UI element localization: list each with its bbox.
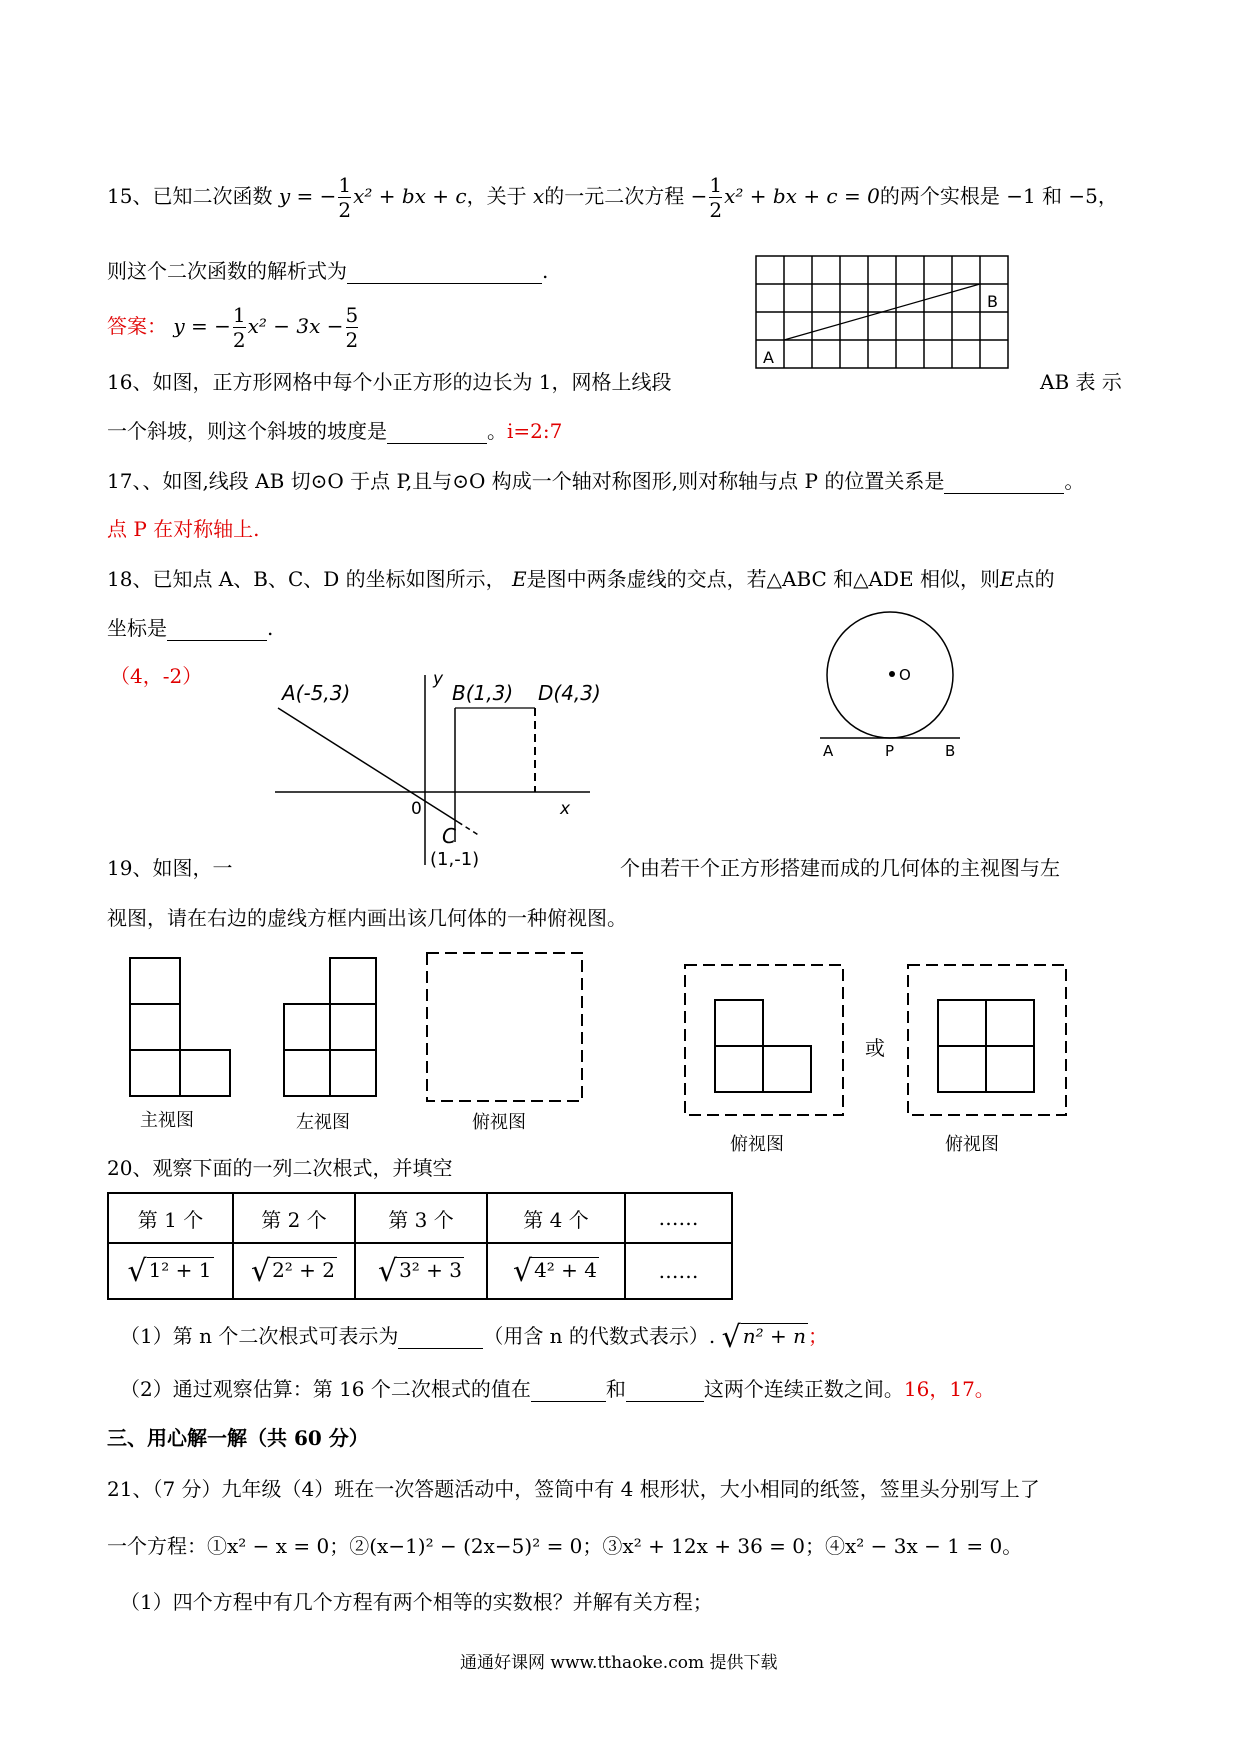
q20-part2-blank-2[interactable] — [626, 1377, 704, 1402]
q18-label-y: y — [433, 670, 444, 689]
q17-label-o: O — [899, 666, 911, 684]
q18-answer: （4，-2） — [110, 664, 203, 688]
q17-line1 — [107, 465, 1084, 494]
q20-part1 — [120, 1320, 828, 1355]
q16-grid-figure — [755, 255, 1010, 371]
q19-answer-caption-2: 俯视图 — [945, 1134, 999, 1155]
q15-answer-mid: x² − 3x − — [247, 314, 344, 338]
q15-answer-frac2-den: 2 — [345, 328, 359, 352]
q15-answer-lhs: y = − — [173, 314, 231, 338]
q18-line1-text: 18、已知点 A、B、C、D 的坐标如图所示， — [107, 567, 506, 591]
q20-intro: 20、观察下面的一列二次根式，并填空 — [107, 1156, 453, 1180]
q15-line2-text: 则这个二次函数的解析式为 — [107, 259, 347, 283]
q15-frac2-num: 1 — [709, 173, 723, 197]
q18-coordinate-figure — [270, 670, 605, 870]
q15-fraction-2 — [709, 173, 722, 222]
q20-part1-mid: （用含 n 的代数式表示）. — [483, 1324, 716, 1348]
q19-caption-left: 左视图 — [296, 1112, 350, 1133]
q16-line2-text: 一个斜坡，则这个斜坡的坡度是 — [107, 419, 387, 443]
q18-label-c-coords: (1,-1) — [430, 849, 480, 870]
q18-label-origin: 0 — [411, 799, 422, 819]
q20-radicand: 3² + 3 — [399, 1257, 463, 1282]
q18-label-d: D(4,3) — [538, 681, 601, 705]
q17-line1-end: 。 — [1064, 469, 1085, 493]
q15-poly1: x² + bx + c — [353, 184, 467, 208]
q19-line2: 视图，请在右边的虚线方框内画出该几何体的一种俯视图。 — [107, 906, 627, 930]
q15-answer-frac1-num: 1 — [232, 303, 246, 327]
q17-label-b: B — [945, 742, 956, 760]
q15-line2 — [107, 255, 548, 284]
q20-value-row — [108, 1243, 732, 1299]
q16-answer: i=2:7 — [507, 419, 563, 443]
q15-answer-frac1-den: 2 — [232, 328, 246, 352]
q19-answer-caption-1: 俯视图 — [730, 1134, 784, 1155]
q20-part2-text: （2）通过观察估算：第 16 个二次根式的值在 — [120, 1377, 531, 1401]
q18-answer-blank[interactable] — [167, 616, 267, 641]
q20-header-row — [108, 1193, 732, 1243]
q15-tail: 的两个实根是 −1 和 −5， — [879, 184, 1118, 208]
page-footer: 通通好课网 www.tthaoke.com 提供下载 — [460, 1653, 778, 1673]
q20-part2-blank-1[interactable] — [531, 1377, 606, 1402]
q15-answer-frac1 — [233, 303, 246, 352]
q18-line1 — [107, 563, 1055, 592]
q20-value-cell: …… — [625, 1243, 732, 1299]
q18-line2-text: 坐标是 — [107, 616, 167, 640]
q19-caption-top: 俯视图 — [472, 1112, 526, 1133]
q19-line1-start: 19、如图，一 — [107, 856, 233, 880]
q20-header-cell: 第 2 个 — [233, 1193, 355, 1243]
q15-answer-frac2 — [346, 303, 359, 352]
q20-header-cell: …… — [625, 1193, 732, 1243]
q21-line2: 一个方程：①x² − x = 0；②(x−1)² − (2x−5)² = 0；③x² + 12x + 36 = 0；④x² − 3x − 1 = 0。 — [107, 1534, 1023, 1558]
q15-answer — [107, 300, 360, 352]
q20-part1-text: （1）第 n 个二次根式可表示为 — [120, 1324, 399, 1348]
q15-mid: ，关于 — [466, 184, 527, 208]
q17-line1-text: 17、、如图,线段 AB 切⊙O 于点 P,且与⊙O 构成一个轴对称图形,则对称轴与点 P 的位置关系是 — [107, 469, 945, 493]
q20-part2-and: 和 — [605, 1377, 626, 1401]
q19-answer-or: 或 — [865, 1036, 885, 1060]
q21-line3: （1）四个方程中有几个方程有两个相等的实数根？并解有关方程； — [120, 1590, 713, 1614]
q17-circle-figure — [815, 610, 965, 760]
q15-frac-den: 2 — [338, 198, 352, 222]
q20-value-cell: √ 3² + 3 — [355, 1243, 487, 1299]
q15-line1 — [107, 170, 1118, 222]
q15-mid2: 的一元二次方程 − — [544, 184, 708, 208]
q20-part1-answer-sqrt: √ n² + n — [721, 1320, 807, 1355]
q20-part2-end: 这两个连续正数之间。 — [703, 1377, 904, 1401]
q16-label-a: A — [763, 348, 774, 367]
q18-line1-mid: 是图中两条虚线的交点，若△ABC 和△ADE 相似，则 — [526, 567, 1000, 591]
q21-line1: 21、（7 分）九年级（4）班在一次答题活动中，签筒中有 4 根形状，大小相同的纸签，签里头分别写上了 — [107, 1477, 1040, 1501]
q20-part1-blank[interactable] — [398, 1324, 483, 1349]
q18-var-e: E — [512, 567, 527, 591]
q15-answer-blank[interactable] — [347, 259, 542, 284]
q15-answer-label: 答案： — [107, 314, 167, 338]
q16-line1: 16、如图，正方形网格中每个小正方形的边长为 1，网格上线段 — [107, 370, 672, 394]
q19-caption-front: 主视图 — [140, 1110, 194, 1131]
q15-y-eq: y = − — [278, 184, 337, 208]
q20-table — [107, 1192, 733, 1300]
q16-line1-end: AB 表 示 — [1040, 370, 1122, 394]
q19-views-figure — [120, 948, 620, 1138]
q17-answer: 点 P 在对称轴上. — [107, 517, 260, 541]
q18-var-e-2: E — [1000, 567, 1015, 591]
q18-label-x: x — [560, 799, 571, 819]
q15-var-x: x — [532, 184, 545, 208]
q18-line2-end: . — [267, 616, 274, 640]
q16-answer-blank[interactable] — [387, 419, 487, 444]
q20-header-cell: 第 3 个 — [355, 1193, 487, 1243]
q16-line2 — [107, 415, 562, 444]
q20-header-cell: 第 1 个 — [108, 1193, 233, 1243]
q20-part1-answer-end: ； — [808, 1324, 829, 1348]
q15-prefix: 15、已知二次函数 — [107, 184, 273, 208]
q15-fraction — [338, 173, 351, 222]
q17-answer-blank[interactable] — [944, 469, 1064, 494]
q15-frac-num: 1 — [338, 173, 352, 197]
q15-frac2-den: 2 — [709, 198, 723, 222]
q20-value-cell: √ 4² + 4 — [487, 1243, 625, 1299]
q15-line2-end: . — [542, 259, 549, 283]
q15-poly2: x² + bx + c = 0 — [724, 184, 880, 208]
q19-line1-end: 个由若干个正方形搭建而成的几何体的主视图与左 — [620, 856, 1060, 880]
q18-line1-end: 点的 — [1014, 567, 1055, 591]
q20-radicand: 1² + 1 — [148, 1257, 212, 1282]
q19-answer-figure — [680, 960, 1070, 1160]
q15-answer-frac2-num: 5 — [345, 303, 359, 327]
q20-radicand: 4² + 4 — [534, 1257, 598, 1282]
q16-label-b: B — [987, 292, 998, 311]
section3-title: 三、用心解一解（共 60 分） — [107, 1426, 369, 1450]
q18-label-a: A(-5,3) — [282, 681, 351, 705]
q20-part2 — [120, 1373, 995, 1402]
q20-part2-answer: 16，17。 — [903, 1377, 995, 1401]
q20-value-cell: √ 2² + 2 — [233, 1243, 355, 1299]
q20-header-cell: 第 4 个 — [487, 1193, 625, 1243]
q16-line2-end: 。 — [487, 419, 507, 443]
q17-label-p: P — [885, 742, 895, 760]
q20-radicand: 2² + 2 — [272, 1257, 336, 1282]
q18-label-b: B(1,3) — [452, 681, 514, 705]
q18-label-c: C — [442, 824, 456, 848]
q17-label-a: A — [823, 742, 834, 760]
q20-part1-answer: n² + n — [742, 1324, 807, 1348]
q18-line2 — [107, 612, 273, 641]
q20-value-cell: √ 1² + 1 — [108, 1243, 233, 1299]
